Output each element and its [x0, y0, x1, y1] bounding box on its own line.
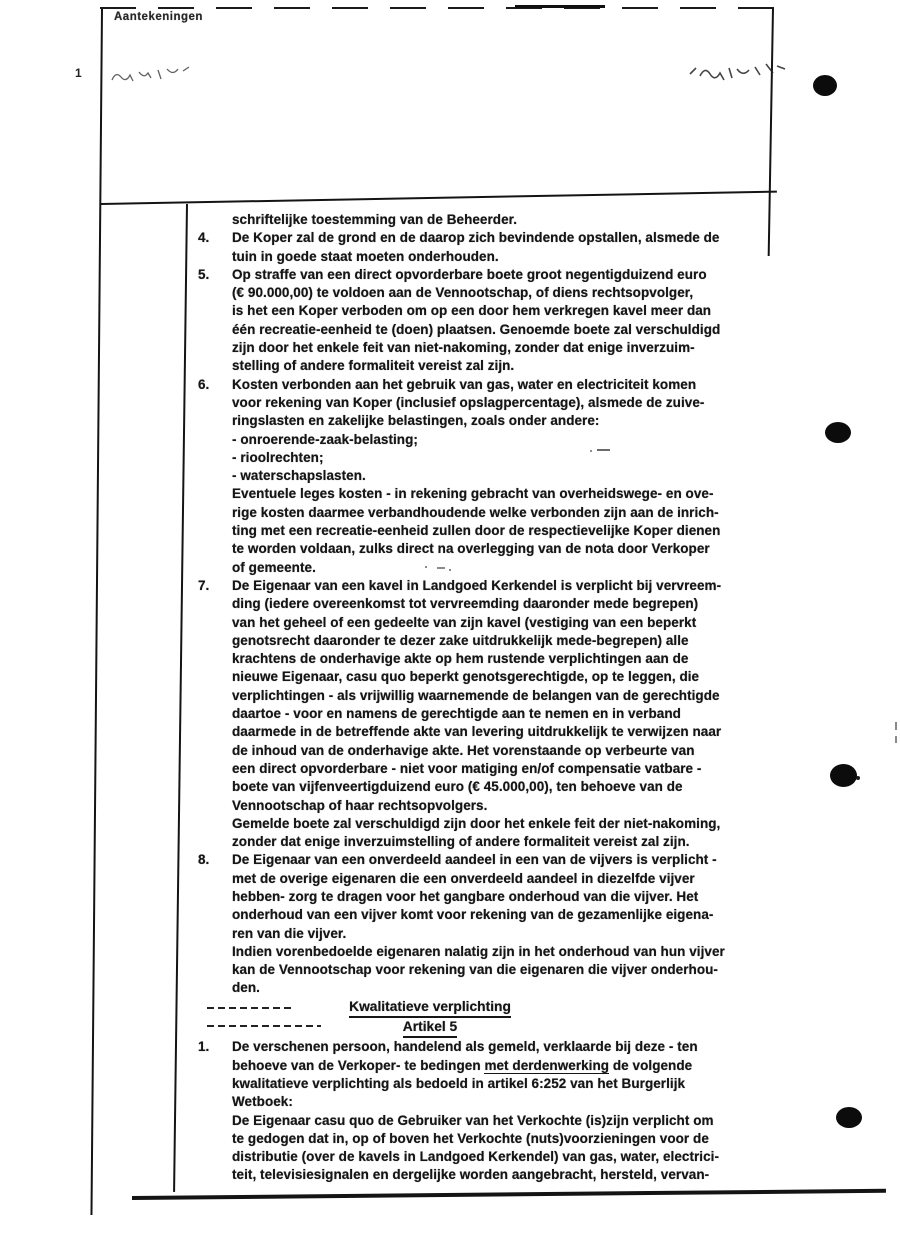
inner-margin-rule — [173, 204, 188, 1192]
page-bottom-rule — [132, 1189, 886, 1200]
notes-box-top-border-segment — [515, 5, 605, 8]
paragraph-text: De Eigenaar van een kavel in Landgoed Kerkendel is verplicht bij vervreem- ding (iedere overeenkomst tot vervreemding daaronder mede begrepen) van het geheel of een gedeelte van zijn kavel (vestiging van een beperkt genotsrecht daaronder te dezer zake uitdrukkelijk mede-begrepen) alle krachtens de onderhavige akte op hem rustende verplichtingen aan de nieuwe Eigenaar, casu quo beperkt genotsgerechtigde, op te leggen, die verplichtingen - als vrijwillig waarnemende de belangen van de gerechtigde daartoe - voor en namens de gerechtigde aan te nemen en in verband daarmede in de betreffende akte van levering uitdrukkelijk te verwijzen naar de inhoud van de onderhavige akte. Het vorenstaande op verbeurte van een direct opvorderbare - niet voor matiging en/of compensatie vatbare - boete van vijfenveertigduizend euro (€ 45.000,00), ten behoeve van de Vennootschap of haar rechtsopvolgers. Gemelde boete zal verschuldigd zijn door het enkele feit der niet-nakoming, zonder dat enige inverzuimstelling of andere formaliteit vereist zal zijn. — [232, 577, 722, 850]
punch-hole-1 — [813, 75, 837, 96]
item-number: 5. — [198, 266, 210, 282]
deed-text-column — [198, 211, 798, 1185]
notes-box-top-border — [100, 7, 776, 9]
punch-hole-3 — [830, 764, 857, 787]
paragraph-text — [232, 1038, 798, 1184]
scan-artifact — [856, 776, 860, 780]
notes-box-bottom-border — [101, 191, 777, 206]
punch-hole-2 — [825, 422, 851, 443]
scan-artifact — [895, 722, 897, 730]
clause-item-6 — [198, 376, 798, 577]
handwriting-squiggle-right — [686, 54, 794, 90]
clause-item-8 — [198, 851, 798, 997]
left-margin-rule — [90, 9, 103, 1215]
section-heading-row — [232, 998, 798, 1018]
paragraph-text: De Eigenaar van een onverdeeld aandeel in een van de vijvers is verplicht - met de overige eigenaren die een onverdeeld aandeel in diezelfde vijver hebben- zorg te dragen voor het gangbare onderhoud van die vijver. Het onderhoud van een vijver komt voor rekening van de gezamenlijke eigena- ren van die vijver. Indien vorenbedoelde eigenaren nalatig zijn in het onderhoud van hun vijver kan de Vennootschap voor rekening van die eigenaren die vijver onderhou- den. — [232, 852, 725, 996]
article-heading-row — [232, 1018, 798, 1038]
paragraph-text: schriftelijke toestemming van de Beheerder. — [232, 212, 518, 227]
article-clause-1 — [198, 1038, 798, 1184]
clause-item-7 — [198, 577, 798, 851]
item-number: 6. — [198, 376, 210, 392]
item-number: 7. — [198, 577, 210, 593]
continuation-paragraph — [198, 211, 798, 229]
paragraph-text: Op straffe van een direct opvorderbare boete groot negentigduizend euro (€ 90.000,00) te voldoen aan de Vennootschap, of diens rechtsopvolger, is het een Koper verboden om op een door hem verkregen kavel meer dan één recreatie-eenheid te (doen) plaatsen. Genoemde boete zal verschuldigd zijn door het enkele feit van niet-nakoming, zonder dat enige inverzuim- stelling of andere formaliteit vereist zal zijn. — [232, 266, 721, 374]
notes-label: Aantekeningen — [114, 11, 203, 23]
item-number: 1. — [198, 1039, 210, 1055]
clause-item-4 — [198, 229, 798, 266]
handwriting-squiggle-left — [106, 58, 201, 92]
article-heading: Artikel 5 — [403, 1018, 457, 1038]
item-number — [198, 211, 232, 229]
paragraph-segment: de volgende kwalitatieve verplichting als bedoeld in artikel 6:252 van het Burgerlijk Wetboek: De Eigenaar casu quo de Gebruiker van het Verkochte (is)zijn verplicht om te gedogen dat in, op of boven het Verkochte (nuts)voorzieningen voor de distributie (over de kavels in Landgoed Kerkendel) van gas, water, electrici- teit, televisiesignalen en dergelijke worden aangebracht, hersteld, vervan- — [232, 1057, 720, 1183]
paragraph-segment: De verschenen persoon, handelend als gemeld, verklaarde bij deze - ten behoeve van de Verkoper- te bedingen — [232, 1039, 698, 1073]
item-number: 8. — [198, 852, 210, 868]
item-number: 4. — [198, 230, 210, 246]
scan-artifact — [895, 736, 897, 743]
section-heading: Kwalitatieve verplichting — [349, 998, 511, 1018]
paragraph-text: De Koper zal de grond en de daarop zich bevindende opstallen, alsmede de tuin in goede staat moeten onderhouden. — [232, 230, 720, 264]
handwritten-page-mark: 1 — [75, 66, 82, 80]
clause-item-5 — [198, 266, 798, 376]
underlined-phrase: met derdenwerking — [484, 1057, 610, 1073]
punch-hole-4 — [836, 1107, 862, 1128]
paragraph-text: Kosten verbonden aan het gebruik van gas, water en electriciteit komen voor rekening van Koper (inclusief opslagpercentage), alsmede de zuive- ringslasten en zakelijke belastingen, zoals onder andere: - onroerende-zaak-belasting; - rioolrechten; - waterschapslasten. Eventuele leges kosten - in rekening gebracht van overheidswege- en ove- rige kosten daarmee verbandhoudende welke verbonden zijn aan de inrich- ting met een recreatie-eenheid zullen door de respectievelijke Koper dienen te worden voldaan, zulks direct na overlegging van de nota door Verkoper of gemeente. — [232, 376, 721, 575]
